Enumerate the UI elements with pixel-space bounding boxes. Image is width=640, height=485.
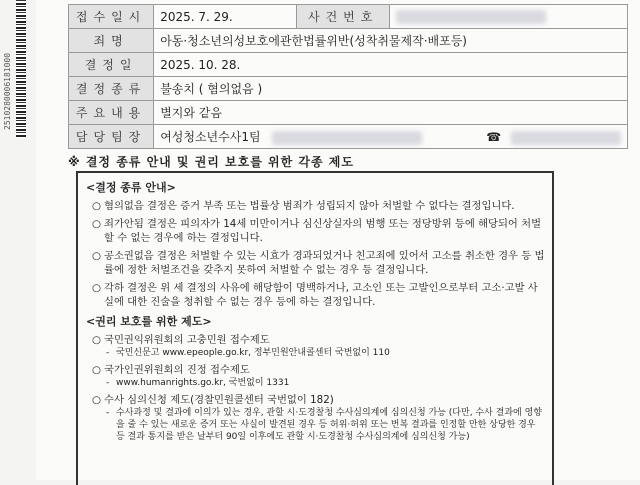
- guide-heading: <결정 종류 안내>: [86, 181, 176, 194]
- rights-item-title: 국가인권위원회의 진정 접수제도: [104, 364, 250, 376]
- label-decision-type: 결정종류: [69, 77, 154, 101]
- bullet-icon: ○: [92, 394, 101, 406]
- rights-item-title: 수사 심의신청 제도(경찰민원콜센터 국번없이 182): [104, 394, 334, 406]
- label-case-number: 사건번호: [297, 5, 390, 29]
- value-decision-type: 불송치 ( 혐의없음 ): [154, 77, 628, 101]
- value-main-content: 별지와 같음: [154, 101, 628, 125]
- value-receipt-date: 2025. 7. 29.: [154, 5, 297, 29]
- value-team-leader: [154, 125, 628, 149]
- rights-detail-text: www.humanrights.go.kr, 국번없이 1331: [116, 378, 290, 388]
- label-charge: 죄명: [69, 29, 154, 53]
- guide-item: [92, 281, 546, 309]
- rights-detail-text: 수사과정 및 결과에 이의가 있는 경우, 관할 시·도경찰청 수사심의계에 심의신청 가능 (다만, 수사 결과에 영향을 줄 수 있는 새로운 증거 또는 사실이 발견된 경우 등 허위·허위 또는 번복 결과를 인정할 만한 상당한 경우 등 결과 통지를 받은 날부터 90일 이후에도 관할 시·도경찰청 수사심의계에 심의신청 가능): [116, 408, 542, 442]
- section-title: ※ 결정 종류 안내 및 권리 보호를 위한 각종 제도: [68, 155, 354, 169]
- rights-heading: <권리 보호를 위한 제도>: [86, 315, 212, 328]
- rights-detail-text: 국민신문고 www.epeople.go.kr, 정부민원안내콜센터 국번없이 110: [116, 348, 390, 358]
- telephone-icon: ☎: [486, 130, 502, 144]
- bullet-icon: ○: [92, 364, 101, 376]
- bullet-icon: ○: [92, 282, 101, 294]
- team-name: 여성청소년수사1팀: [160, 130, 261, 144]
- value-case-number: [390, 5, 628, 29]
- redacted-case-number: [396, 10, 546, 24]
- case-info-table: [68, 4, 628, 149]
- guide-item-text: 각하 결정은 위 세 결정의 사유에 해당함이 명백하거나, 고소인 또는 고발인으로부터 고소·고발 사실에 대한 진술을 청취할 수 없는 경우 등에 하는 결정입니다.: [104, 282, 538, 308]
- guide-item: [92, 249, 546, 277]
- bullet-icon: ○: [92, 334, 101, 346]
- guide-item-text: 혐의없음 결정은 증거 부족 또는 법률상 범죄가 성립되지 않아 처벌할 수 없다는 결정입니다.: [104, 200, 515, 212]
- rights-item: [92, 363, 546, 377]
- document-number: 2510280006181000: [3, 52, 12, 130]
- rights-item: [92, 393, 546, 407]
- info-box: [76, 171, 554, 485]
- redacted-name: [272, 131, 422, 145]
- guide-item: [92, 217, 546, 245]
- rights-item: [92, 333, 546, 347]
- rights-detail: - 수사과정 및 결과에 이의가 있는 경우, 관할 시·도경찰청 수사심의계에 심의신청 가능 (다만, 수사 결과에 영향을 줄 수 있는 새로운 증거 또는 사실이 발견된 경우 등 허위·허위 또는 번복 결과를 인정할 만한 상당한 경우 등 결과 통지를 받은 날부터 90일 이후에도 관할 시·도경찰청 수사심의계에 심의신청 가능): [106, 407, 546, 443]
- rights-detail: - www.humanrights.go.kr, 국번없이 1331: [106, 378, 290, 388]
- bullet-icon: ○: [92, 218, 101, 230]
- rights-item-title: 국민권익위원회의 고충민원 접수제도: [104, 334, 270, 346]
- rights-detail: - 국민신문고 www.epeople.go.kr, 정부민원안내콜센터 국번없이 110: [106, 348, 390, 358]
- guide-item-text: 공소권없음 결정은 처벌할 수 있는 시효가 경과되었거나 친고죄에 있어서 고소를 취소한 경우 등 법률에 정한 처벌조건을 갖추지 못하여 처벌할 수 없는 경우 등 결정입니다.: [104, 250, 545, 276]
- label-main-content: 주요내용: [69, 101, 154, 125]
- value-decision-date: 2025. 10. 28.: [154, 53, 628, 77]
- redacted-phone: [511, 131, 621, 145]
- label-team-leader: 담당팀장: [69, 125, 154, 149]
- bullet-icon: ○: [92, 250, 101, 262]
- guide-item-text: 죄가안됨 결정은 피의자가 14세 미만이거나 심신상실자의 범행 또는 정당방위 등에 해당되어 처벌할 수 없는 경우에 하는 결정입니다.: [104, 218, 542, 244]
- label-receipt-date: 접수일시: [69, 5, 154, 29]
- value-charge: 아동·청소년의성보호에관한법률위반(성착취물제작·배포등): [154, 29, 628, 53]
- label-decision-date: 결정일: [69, 53, 154, 77]
- guide-item: [92, 199, 546, 213]
- bullet-icon: ○: [92, 200, 101, 212]
